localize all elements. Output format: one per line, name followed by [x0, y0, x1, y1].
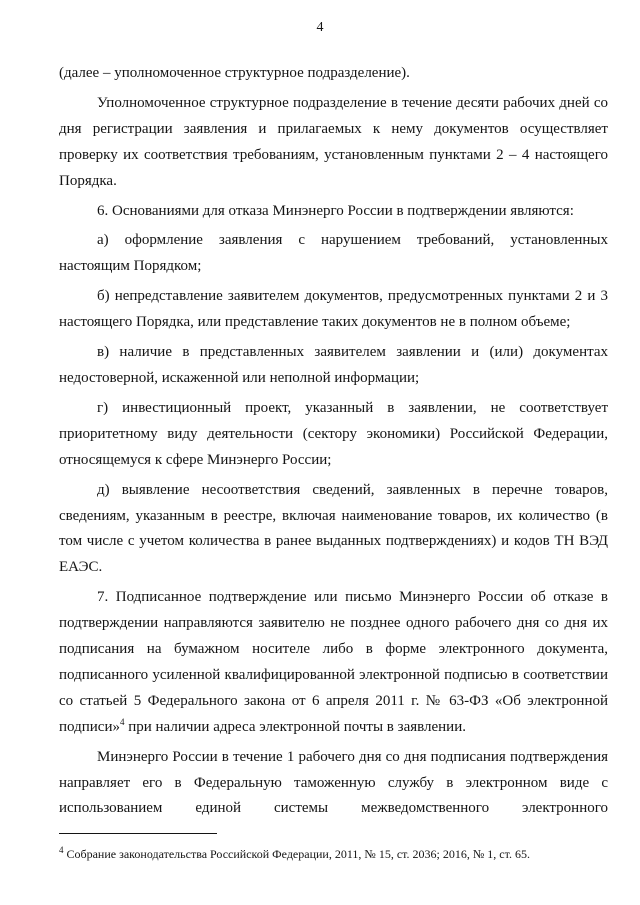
paragraph-8: Минэнерго России в течение 1 рабочего дня со дня подписания подтверждения направляет его в Федеральную таможенную службу в электронном виде с использованием единой системы межведомственного электронного: [59, 748, 608, 817]
paragraph-6-d: г) инвестиционный проект, указанный в заявлении, не соответствует приоритетному виду деятельности (сектору экономики) Российской Федерации, относящемуся к сфере Минэнерго России;: [59, 399, 608, 468]
paragraph-7-text: 7. Подписанное подтверждение или письмо Минэнерго России об отказе в подтверждении направляются заявителю не позднее одного рабочего дня со дня их подписания на бумажном носителе либо в форме электронного документа, подписанного усиленной квалифицированной электронной подписью в соответствии со статьей 5 Федерального закона от 6 апреля 2011 г. № 63-ФЗ «Об электронной подписи»: [59, 589, 608, 735]
document-body: [59, 61, 608, 822]
paragraph-6-e: д) выявление несоответствия сведений, заявленных в перечне товаров, сведениям, указанным в реестре, включая наименование товаров, их количество (в том числе с учетом количества в ранее выданных подтверждениях) и кодов ТН ВЭД ЕАЭС.: [59, 481, 608, 576]
footnote-text: Собрание законодательства Российской Федерации, 2011, № 15, ст. 2036; 2016, № 1, ст. 65.: [63, 847, 530, 861]
paragraph-6-c: в) наличие в представленных заявителем заявлении и (или) документах недостоверной, искаженной или неполной информации;: [59, 344, 608, 386]
paragraph-continuation: (далее – уполномоченное структурное подразделение).: [59, 65, 410, 81]
paragraph-6-b: б) непредставление заявителем документов, предусмотренных пунктами 2 и 3 настоящего Порядка, или представление таких документов не в полном объеме;: [59, 288, 608, 331]
paragraph-6: 6. Основаниями для отказа Минэнерго России в подтверждении являются:: [97, 202, 574, 219]
page-number: 4: [316, 20, 324, 35]
paragraph-6-a: а) оформление заявления с нарушением требований, установленных настоящим Порядком;: [59, 232, 608, 275]
paragraph-review: Уполномоченное структурное подразделение в течение десяти рабочих дней со дня регистрации заявления и прилагаемых к нему документов осуществляет проверку их соответствия требованиям, установленным пунктами 2 – 4 настоящего Порядка.: [59, 94, 608, 189]
footnote-divider: [59, 833, 217, 834]
footnote-reference: 4: [119, 716, 125, 727]
footnote-marker: 4: [59, 845, 64, 855]
paragraph-7-text-end: при наличии адреса электронной почты в заявлении.: [124, 718, 466, 735]
paragraph-7: [59, 585, 608, 740]
footnote: [59, 846, 608, 862]
